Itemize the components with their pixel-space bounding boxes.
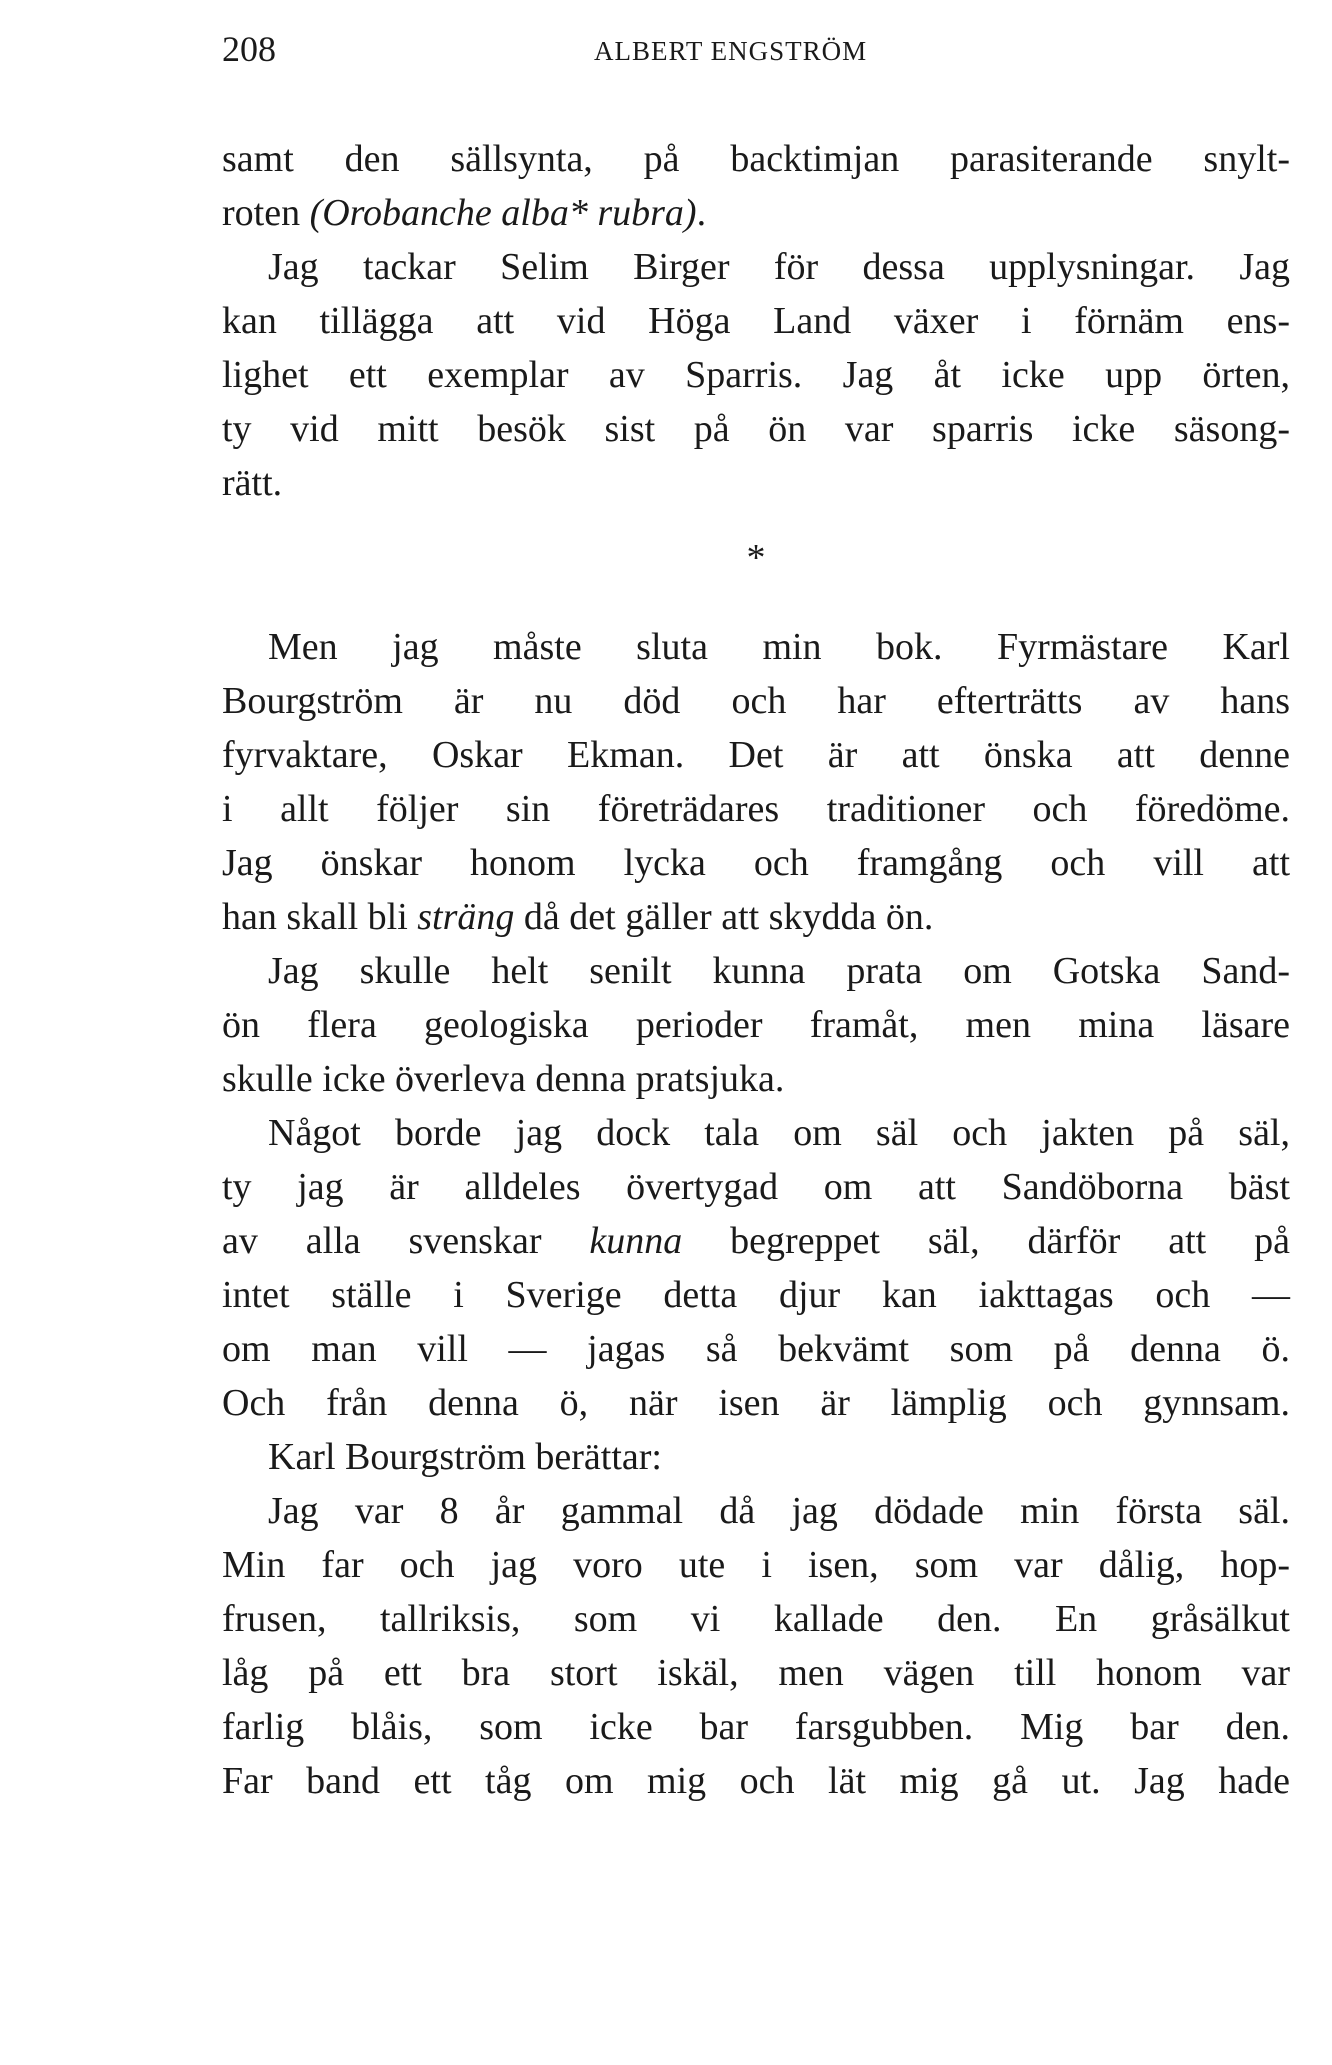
paragraph — [222, 1430, 1290, 1484]
text-run: han skall bli — [222, 896, 418, 938]
paragraph — [222, 944, 1290, 1106]
running-head — [222, 28, 1290, 78]
text-line: ön flera geologiska perioder framåt, men mina läsare — [222, 1004, 1290, 1046]
text-line: låg på ett bra stort iskäl, men vägen till honom var — [222, 1652, 1290, 1694]
text-run: då det gäller att skydda ön. — [514, 896, 934, 938]
italic-text: kunna — [589, 1220, 683, 1262]
text-line: intet ställe i Sverige detta djur kan iakttagas och — — [222, 1274, 1290, 1316]
text-line: ty jag är alldeles övertygad om att Sandöborna bäst — [222, 1166, 1290, 1208]
text-line: farlig blåis, som icke bar farsgubben. Mig bar den. — [222, 1706, 1290, 1748]
text-line: Far band ett tåg om mig och lät mig gå ut. Jag hade — [222, 1760, 1290, 1802]
text-run: roten — [222, 192, 310, 234]
book-page — [222, 28, 1290, 1808]
paragraph — [222, 620, 1290, 944]
text-line: rätt. — [222, 462, 283, 504]
paragraph — [222, 132, 1290, 510]
text-line: ty vid mitt besök sist på ön var sparris icke säsong- — [222, 408, 1290, 450]
page-number: 208 — [222, 29, 276, 69]
running-title: ALBERT ENGSTRÖM — [594, 36, 868, 66]
section-separator: * — [746, 537, 766, 579]
text-line: Bourgström är nu död och har efterträtts av hans — [222, 680, 1290, 722]
text-line: kan tillägga att vid Höga Land växer i förnäm ens- — [222, 300, 1290, 342]
text-run: . — [696, 192, 707, 234]
text-line: Och från denna ö, när isen är lämplig och gynnsam. — [222, 1382, 1290, 1424]
text-line: om man vill — jagas så bekvämt som på denna ö. — [222, 1328, 1290, 1370]
text-line — [222, 890, 1290, 944]
text-line: frusen, tallriksis, som vi kallade den. En gråsälkut — [222, 1598, 1290, 1640]
text-line: Något borde jag dock tala om säl och jakten på säl, — [268, 1112, 1290, 1154]
text-line: i allt följer sin företrädares traditioner och föredöme. — [222, 788, 1290, 830]
text-line — [222, 1214, 1290, 1268]
text-line: Men jag måste sluta min bok. Fyrmästare Karl — [268, 626, 1290, 668]
paragraph — [222, 1106, 1290, 1430]
paragraph — [222, 1484, 1290, 1808]
text-line: fyrvaktare, Oskar Ekman. Det är att önska att denne — [222, 734, 1290, 776]
text-line: samt den sällsynta, på backtimjan parasiterande snylt- — [222, 138, 1290, 180]
text-line: Jag önskar honom lycka och framgång och vill att — [222, 842, 1290, 884]
text-run: av alla svenskar — [222, 1220, 590, 1262]
text-line — [222, 186, 1290, 240]
text-line: skulle icke överleva denna pratsjuka. — [222, 1058, 785, 1100]
text-run: begreppet säl, därför att på — [682, 1220, 1290, 1262]
text-line: Min far och jag voro ute i isen, som var dålig, hop- — [222, 1544, 1290, 1586]
text-line: Jag tackar Selim Birger för dessa upplysningar. Jag — [268, 246, 1290, 288]
italic-text: sträng — [417, 896, 515, 938]
italic-text: (Orobanche alba* rubra) — [309, 192, 697, 234]
text-line: Jag skulle helt senilt kunna prata om Gotska Sand- — [268, 950, 1290, 992]
text-line: lighet ett exemplar av Sparris. Jag åt icke upp örten, — [222, 354, 1290, 396]
text-line: Jag var 8 år gammal då jag dödade min första säl. — [268, 1490, 1290, 1532]
text-line: Karl Bourgström berättar: — [268, 1436, 662, 1478]
